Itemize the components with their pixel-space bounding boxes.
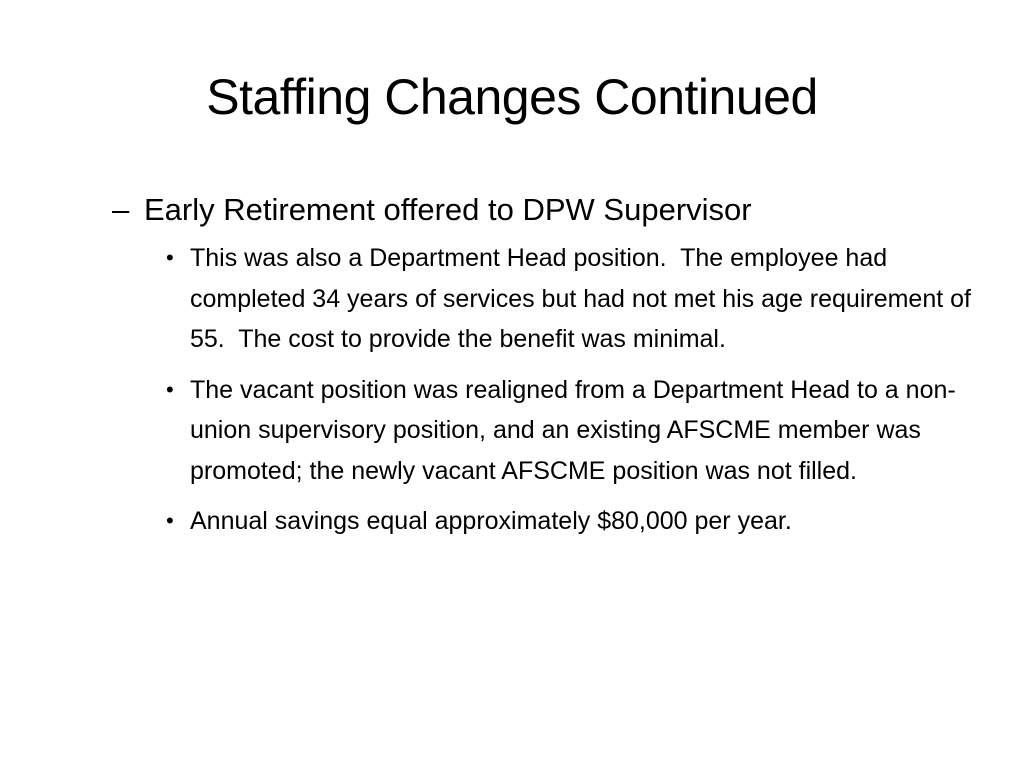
bullet-list	[112, 238, 992, 542]
bullet-text: This was also a Department Head position. The employee had completed 34 years of services but had not met his age requirement of 55. The cost to provide the benefit was minimal.	[190, 244, 978, 353]
bullet-marker: •	[166, 508, 174, 533]
bullet-item	[166, 370, 992, 492]
bullet-item	[166, 238, 992, 360]
bullet-item	[166, 501, 992, 542]
bullet-marker: •	[166, 245, 174, 270]
sub-heading	[112, 188, 992, 232]
sub-heading-text: Early Retirement offered to DPW Supervisor	[144, 192, 752, 227]
bullet-text: The vacant position was realigned from a Department Head to a non-union supervisory position, and an existing AFSCME member was promoted; the newly vacant AFSCME position was not filled.	[190, 375, 956, 485]
dash-marker: –	[112, 192, 130, 227]
slide-content	[112, 188, 992, 552]
slide-title: Staffing Changes Continued	[206, 69, 818, 125]
bullet-marker: •	[166, 376, 174, 402]
bullet-text: Annual savings equal approximately $80,000 per year.	[190, 507, 792, 535]
